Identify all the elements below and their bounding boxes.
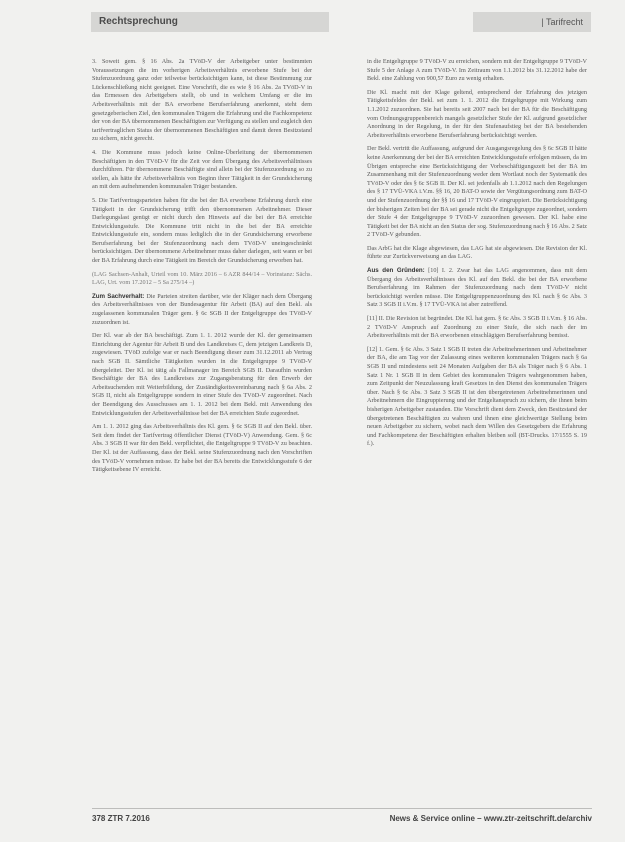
paragraph: Die Kl. macht mit der Klage geltend, entsprechend der Erfahrung des jetzigen Tätigkeitsfeldes der Bekl. sei zum 1. 1. 2012 die Entgeltgruppe mit Wirkung zum 1.1.2012 zuzuordnen. Sie hat bereits seit 2007 nach bei der BA für die Beschäftigung vom Ordnungsgruppenbereich mangels gesetzlicher Stufe der Kl. aufgrund gesetzlicher Anordnung in der Regelung, in der für den Stufenaufstieg bei der BA bestehenden Arbeitsverhältnis erworbene Berufserfahrung berücksichtigt werden. <box>367 88 587 139</box>
paragraph: in die Entgeltgruppe 9 TVöD-V zu erreichen, sondern mit der Entgeltgruppe 9 TVöD-V Stufe 5 der Anlage A zum TVöD-V. Im Zeitraum von 1.1.2012 bis 31.12.2012 habe der Bekl. eine Zahlung von 900,57 Euro zu wenig erhalten. <box>367 58 587 83</box>
paragraph: Am 1. 1. 2012 ging das Arbeitsverhältnis des Kl. gem. § 6c SGB II auf den Bekl. über. Seit dem findet der Tarifvertrag öffentlicher Dienst (TVöD-V) Anwendung. Gem. § 6c Abs. 3 SGB II war für den Bekl. verpflichtet, die Entgeltgruppe 9 TVöD-V zu beachten. Der Kl. ist der Auffassung, dass der Bekl. seine Stufenzuordnung nach den Vorschriften des TVöD-V vornehmen müsse. Er habe bei der BA bereits die Entwicklungsstufe 6 der Tätigkeitsebene IV erreicht. <box>92 423 312 474</box>
lead-in-label: Aus den Gründen: <box>367 267 425 275</box>
paragraph: 5. Die Tarifvertragsparteien haben für die bei der BA erworbene Erfahrung durch eine Tätigkeit in der Grundsicherung trifft den übernommenen Arbeitnehmer. Dieser Darlegungslast genügt er nicht durch den Hinweis auf die bei der BA erreichte Entwicklungsstufe. Die Kommune tritt nicht in die bei der BA erreichte Entwicklungsstufe ein, sondern muss lediglich die in der Grundsicherung erworbene Berufserfahrung bei der Stufenzuordnung nach dem TVöD-V uneingeschränkt berücksichtigen. Der übernommene Arbeitnehmer muss daher darlegen, seit wann er bei der BA Erfahrung durch eine Tätigkeit im Bereich der Grundsicherung erworben hat. <box>92 196 312 265</box>
page-footer <box>92 814 592 828</box>
paragraph: 4. Die Kommune muss jedoch keine Online-Überleitung der übernommenen Beschäftigten in den TVöD-V für die Zeit vor dem Übergang des Arbeitsverhältnisses durchführen. Für übernommene Beschäftigte sind allein bei der Stufenzuordnung so zu stellen, als hätte ihr Arbeitsverhältnis von Beginn ihrer Tätigkeit in der Grundsicherung an mit dem aufnehmenden kommunalen Träger bestanden. <box>92 148 312 191</box>
section-title: Rechtsprechung <box>91 12 329 32</box>
paragraph: Der Bekl. vertritt die Auffassung, aufgrund der Ausgangsregelung des § 6c SGB II hätte keine Anerkennung der bei der BA erreichten Entwicklungsstufe erfolgen müssen, da im Übrigen entspreche eine Berücksichtigung der Vorbeschäftigungszeit bei der BA im Zusammenhang mit der Stufenzuordnung weder dem Wortlaut noch der Systematik des TVöD-V oder des § 6c SGB II. Der Kl. sei jedenfalls ab 1.1.2012 nach den Regelungen des § 17 TVÜ-VKA i.V.m. §§ 16, 20 BAT-O sowie der Vergütungsordnung zum BAT-O und der Stufenzuordnung der §§ 16 und 17 TVöD-V eingruppiert. Die Berücksichtigung der bisherigen Zeiten bei der BA sei gerade nicht die Entgeltgruppe zugeordnet, sondern der Stufe 4 der Entgeltgruppe 9 TVöD-V zuzuordnen gewesen. Der Kl. habe eine Tätigkeit bei der BA nicht an den Status der sog. Stufenzuordnung nach § 16 Abs. 2 Satz 2 TVöD-V gebunden. <box>367 145 587 239</box>
paragraph: [12] 1. Gem. § 6c Abs. 3 Satz 1 SGB II treten die Arbeitnehmerinnen und Arbeitnehmer der BA, die am Tag vor der Zulassung eines weiteren kommunalen Trägers nach § 6a SGB II und mindestens seit 24 Monaten Aufgaben der BA als Träger nach § 6 Abs. 1 Satz 1 Nr. 1 SGB II in dem Gebiet des kommunalen Trägers wahrgenommen haben, zum Zeitpunkt der Neuzulassung kraft Gesetzes in den Dienst des kommunalen Trägers über. Nach § 6c Abs. 3 Satz 3 SGB II ist den übergetretenen Arbeitnehmerinnen und Arbeitnehmern die Eingruppierung und der Entgeltanspruch zu sichern, die ihnen beim bisherigen Arbeitgeber zustanden. Die Vorschrift dient dem Zweck, den Besitzstand der übergetretenen Beschäftigten zu wahren und ihnen eine gleichwertige Stellung beim neuen Arbeitgeber zu sichern, wobei nach dem Willen des Gesetzgebers die Erfahrung und Fachkompetenz der Beschäftigten erhalten bleiben soll (BT-Drucks. 17/1555 S. 19 f.). <box>367 345 587 448</box>
paragraph: [11] II. Die Revision ist begründet. Die Kl. hat gem. § 6c Abs. 3 SGB II i.V.m. § 16 Abs. 2 TVöD-V Anspruch auf Zuordnung zu einer Stufe, die sich nach der im Arbeitsverhältnis mit der BA erworbenen einschlägigen Berufserfahrung bemisst. <box>367 315 587 340</box>
right-column <box>367 58 587 454</box>
left-column <box>92 58 312 480</box>
page-header <box>91 12 591 34</box>
paragraph: Aus den Gründen: [10] I. 2. Zwar hat das LAG angenommen, dass mit dem Übergang des Arbeitsverhältnisses des Kl. auf den Bekl. die bei der BA erworbene Berufserfahrung im Rahmen der Stufenzuordnung nach dem TVöD-V nicht berücksichtigt werden müsse. Die Entgeltgruppenzuordnung des Kl. nach § 6c Abs. 3 Satz 3 SGB II i.V.m. § 17 TVÜ-VKA ist aber zutreffend. <box>367 267 588 309</box>
paragraph: Zum Sachverhalt: Die Parteien streiten darüber, wie der Kläger nach dem Übergang des Arbeitsverhältnisses von der Bundesagentur für Arbeit (BA) auf den Bekl. als zugelassenen kommunalen Träger gem. § 6c SGB II der Entgeltgruppe des TVöD-V zuzuordnen ist. <box>92 292 313 326</box>
page-number: 378 ZTR 7.2016 <box>92 814 150 823</box>
lead-in-label: Zum Sachverhalt: <box>92 292 145 300</box>
section-category: | Tarifrecht <box>473 12 591 32</box>
paragraph: Der Kl. war ab der BA beschäftigt. Zum 1. 1. 2012 wurde der Kl. der gemeinsamen Einrichtung der Agentur für Arbeit B und des Landkreises C, dem jetzigen Landkreis D, zugewiesen. TVöD zufolge war er nach Beendigung dieser zum 31.12.2011 ab Vertrag nach SGB II. Sämtliche Tätigkeiten wurden in die Entgeltgruppe 9 TVöD-V übergeleitet. Der Kl. ist tätig als Fallmanager im Bereich SGB II. Daraufhin wurden Beschäftigte der BA des Landkreises zur Zugangsberatung für den Erwerb der Arbeitsuchenden mit Weiterbildung, der Zuständigkeitsvereinbarung nach § 6a Abs. 2 SGB II, nicht als Entgeltgruppe sondern in einer Stufe des TVöD-V zugeordnet. Nach der Beendigung des Ausschusses am 1. 1. 2012 bei dem Bekl. mit Anwendung des Entwicklungsstufen der Arbeitsverhältnisse bei der BA erreichten Stufe zugeordnet. <box>92 332 312 417</box>
paragraph: 3. Soweit gem. § 16 Abs. 2a TVöD-V der Arbeitgeber unter bestimmten Voraussetzungen die im vorherigen Arbeitsverhältnis erworbene Stufe bei der Stufenzuordnung ganz oder teilweise berücksichtigen kann, ist diese Bestimmung zur Lückenschließung nicht geeignet. Eine Vorschrift, die es wie § 16 Abs. 2a TVöD-V in das Ermessen des Arbeitgebers stellt, ob und in welchem Umfang er die im Arbeitsverhältnis mit der BA erworbene Berufserfahrung anerkennt, steht dem gesetzgeberischen Ziel, den kommunalen Trägern die Erfahrung und die Fachkompetenz der von der BA übernommenen Beschäftigten zur Verfügung zu stellen und zugleich den tarifvertraglichen Status der übernommenen Beschäftigten und damit deren Besitzstand zu sichern, nicht gerecht. <box>92 58 312 143</box>
citation: (LAG Sachsen-Anhalt, Urteil vom 10. März 2016 – 6 AZR 844/14 – Vorinstanz: Sächs. LAG, Urt. vom 17.2012 – 5 Sa 275/14 –) <box>92 270 312 287</box>
footer-link[interactable]: News & Service online – www.ztr-zeitschrift.de/archiv <box>389 814 592 823</box>
paragraph: Das ArbG hat die Klage abgewiesen, das LAG hat sie abgewiesen. Die Revision der Kl. führte zur Zurückverweisung an das LAG. <box>367 244 587 261</box>
footer-divider <box>92 808 592 809</box>
